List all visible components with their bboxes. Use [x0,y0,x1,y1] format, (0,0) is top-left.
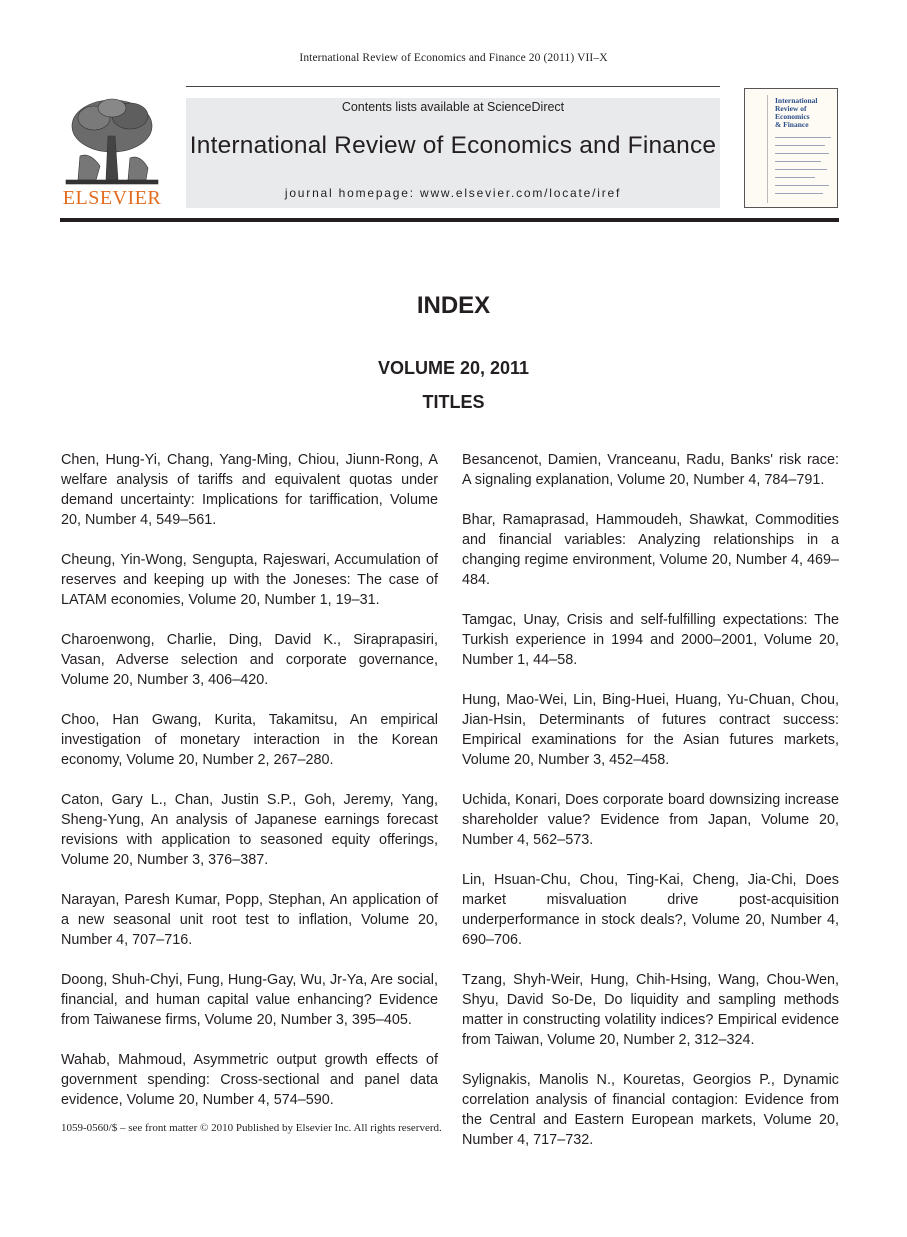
index-entry: Besancenot, Damien, Vranceanu, Radu, Banks' risk race: A signaling explanation, Volume 20, Number 4, 784–791. [462,452,839,488]
elsevier-tree-icon [60,96,164,188]
cover-title-line: International [775,96,818,105]
index-entry: Uchida, Konari, Does corporate board downsizing increase shareholder value? Evidence from Japan, Volume 20, Number 4, 562–573. [462,792,839,848]
journal-cover-icon[interactable] [744,88,838,208]
journal-banner [186,98,720,208]
cover-text-line [775,145,825,146]
cover-text-line [775,161,821,162]
cover-title [775,97,837,129]
index-entry: Cheung, Yin-Wong, Sengupta, Rajeswari, Accumulation of reserves and keeping up with the Joneses: The case of LATAM economies, Volume 20, Number 1, 19–31. [61,552,438,608]
cover-text-line [775,193,823,194]
cover-text-line [775,169,827,170]
index-entry: Narayan, Paresh Kumar, Popp, Stephan, An application of a new seasonal unit root test to inflation, Volume 20, Number 4, 707–716. [61,892,438,948]
index-entry: Lin, Hsuan-Chu, Chou, Ting-Kai, Cheng, Jia-Chi, Does market misvaluation drive post-acquisition underperformance in stock deals?, Volume 20, Number 4, 690–706. [462,872,839,948]
header-rule [186,86,720,87]
index-entry: Chen, Hung-Yi, Chang, Yang-Ming, Chiou, Jiunn-Rong, A welfare analysis of tariffs and equivalent quotas under demand uncertainty: Implications for tariffication, Volume 20, Number 4, 549–561. [61,452,438,528]
index-entry: Tamgac, Unay, Crisis and self-fulfilling expectations: The Turkish experience in 1994 and 2000–2001, Volume 20, Number 1, 44–58. [462,612,839,668]
cover-title-line: Review of [775,104,807,113]
left-column [61,450,438,1130]
contents-availability[interactable]: Contents lists available at ScienceDirect [341,100,565,114]
index-entry: Sylignakis, Manolis N., Kouretas, Georgios P., Dynamic correlation analysis of financial contagion: Evidence from the Central and Eastern European markets, Volume 20, Number 4, 717–732. [462,1072,839,1148]
index-entry: Choo, Han Gwang, Kurita, Takamitsu, An empirical investigation of monetary interaction in the Korean economy, Volume 20, Number 2, 267–280. [61,712,438,768]
cover-text-line [775,177,815,178]
elsevier-logo[interactable] [60,96,164,210]
index-entry: Doong, Shuh-Chyi, Fung, Hung-Gay, Wu, Jr-Ya, Are social, financial, and human capital value enhancing? Evidence from Taiwanese firms, Volume 20, Number 3, 395–405. [61,972,438,1028]
section-title: TITLES [422,392,485,412]
cover-title-line: Economics [775,112,810,121]
copyright-footer: 1059-0560/$ – see front matter © 2010 Published by Elsevier Inc. All rights reserverd. [61,1122,442,1134]
page-title: INDEX [416,292,491,319]
volume-title: VOLUME 20, 2011 [377,358,530,378]
cover-text-line [775,153,829,154]
index-entry: Tzang, Shyh-Weir, Hung, Chih-Hsing, Wang, Chou-Wen, Shyu, David So-De, Do liquidity and sampling methods matter in constructing volatility indices? Empirical evidence from Taiwan, Volume 20, Number 2, 312–324. [462,972,839,1048]
index-entry: Hung, Mao-Wei, Lin, Bing-Huei, Huang, Yu-Chuan, Chou, Jian-Hsin, Determinants of futures contract success: Empirical examinations for the Asian futures markets, Volume 20, Number 3, 452–458. [462,692,839,768]
journal-homepage-link[interactable]: journal homepage: www.elsevier.com/locate/iref [284,186,622,200]
cover-text-line [775,185,829,186]
index-entry: Charoenwong, Charlie, Ding, David K., Siraprapasiri, Vasan, Adverse selection and corporate governance, Volume 20, Number 3, 406–420. [61,632,438,688]
cover-text-line [775,137,831,138]
elsevier-wordmark: ELSEVIER [62,187,162,209]
index-entry: Bhar, Ramaprasad, Hammoudeh, Shawkat, Commodities and financial variables: Analyzing relationships in a changing regime environment, Volume 20, Number 4, 469–484. [462,512,839,588]
journal-title: International Review of Economics and Finance [189,132,717,159]
index-entry: Wahab, Mahmoud, Asymmetric output growth effects of government spending: Cross-sectional and panel data evidence, Volume 20, Number 4, 574–590. [61,1052,438,1108]
index-entry: Caton, Gary L., Chan, Justin S.P., Goh, Jeremy, Yang, Sheng-Yung, An analysis of Japanese earnings forecast revisions with application to seasoned equity offerings, Volume 20, Number 3, 376–387. [61,792,438,868]
cover-title-line: & Finance [775,120,809,129]
running-head: International Review of Economics and Finance 20 (2011) VII–X [299,52,608,64]
right-column [462,450,839,1170]
masthead-rule [60,218,839,222]
cover-sidebar [749,95,768,203]
